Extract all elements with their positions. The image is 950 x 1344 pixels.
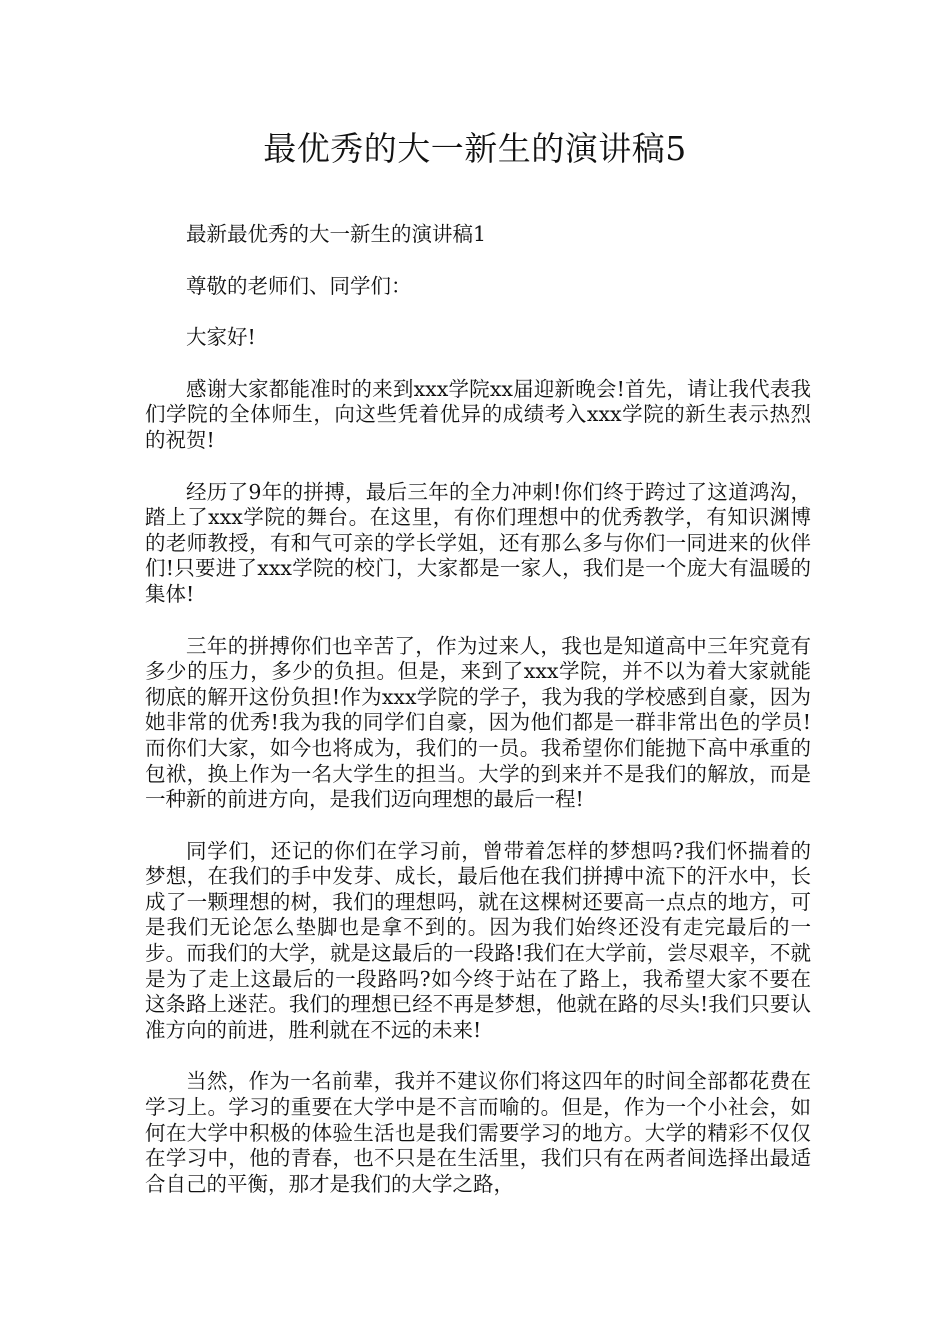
paragraph-balance: 当然，作为一名前辈，我并不建议你们将这四年的时间全部都花费在学习上。学习的重要在大学中是不言而喻的。但是，作为一个小社会，如何在大学中积极的体验生活也是我们需要学习的地方。大学的精彩不仅仅在学习中，他的青春，也不只是在生活里，我们只有在两者间选择出最适合自己的平衡，那才是我们的大学之路， — [145, 1069, 811, 1196]
document-title: 最优秀的大一新生的演讲稿5 — [263, 129, 687, 168]
paragraph-dream: 同学们，还记的你们在学习前，曾带着怎样的梦想吗?我们怀揣着的梦想，在我们的手中发芽、成长，最后他在我们拼搏中流下的汗水中，长成了一颗理想的树，我们的理想吗，就在这棵树还要高一点点的地方，可是我们无论怎么垫脚也是拿不到的。因为我们始终还没有走完最后的一步。而我们的大学，就是这最后的一段路!我们在大学前，尝尽艰辛，不就是为了走上这最后的一段路吗?如今终于站在了路上，我希望大家不要在这条路上迷茫。我们的理想已经不再是梦想，他就在路的尽头!我们只要认准方向的前进，胜利就在不远的未来! — [145, 838, 811, 1042]
paragraph-burden: 三年的拼搏你们也辛苦了，作为过来人，我也是知道高中三年究竟有多少的压力，多少的负担。但是，来到了xxx学院，并不以为着大家就能彻底的解开这份负担!作为xxx学院的学子，我为我的学校感到自豪，因为她非常的优秀!我为我的同学们自豪，因为他们都是一群非常出色的学员!而你们大家，如今也将成为，我们的一员。我希望你们能抛下高中承重的包袱，换上作为一名大学生的担当。大学的到来并不是我们的解放，而是一种新的前进方向，是我们迈向理想的最后一程! — [145, 633, 811, 812]
paragraph-thanks: 感谢大家都能准时的来到xxx学院xx届迎新晚会!首先，请让我代表我们学院的全体师生，向这些凭着优异的成绩考入xxx学院的新生表示热烈的祝贺! — [145, 376, 811, 452]
document-body — [145, 222, 811, 1223]
paragraph-subtitle: 最新最优秀的大一新生的演讲稿1 — [186, 222, 487, 246]
paragraph-journey: 经历了9年的拼搏，最后三年的全力冲刺!你们终于跨过了这道鸿沟，踏上了xxx学院的舞台。在这里，有你们理想中的优秀教学，有知识渊博的老师教授，有和气可亲的学长学姐，还有那么多与你们一同进来的伙伴们!只要进了xxx学院的校门，大家都是一家人，我们是一个庞大有温暖的集体! — [145, 479, 811, 606]
paragraph-salutation: 尊敬的老师们、同学们： — [186, 273, 412, 298]
paragraph-greeting: 大家好! — [186, 325, 256, 350]
